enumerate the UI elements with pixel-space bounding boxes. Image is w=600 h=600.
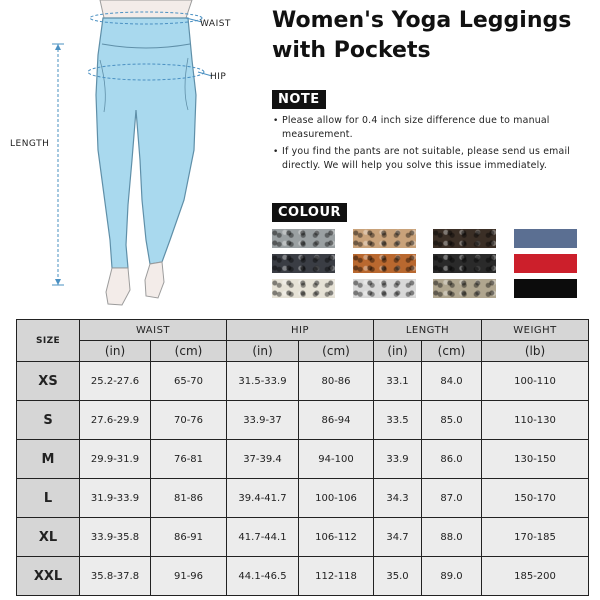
leggings-illustration [0,0,270,320]
value-cell: 80-86 [299,362,374,401]
value-cell: 33.9 [374,440,422,479]
value-cell: 31.9-33.9 [80,479,151,518]
table-row [17,362,589,401]
value-cell: 35.8-37.8 [80,557,151,596]
value-cell: 89.0 [422,557,482,596]
colour-swatches [272,229,582,297]
length-header: LENGTH [374,320,482,341]
size-cell: XL [17,518,80,557]
value-cell: 81-86 [151,479,227,518]
value-cell: 130-150 [482,440,589,479]
value-cell: 33.9-35.8 [80,518,151,557]
value-cell: 65-70 [151,362,227,401]
value-cell: 110-130 [482,401,589,440]
unit-header: (in) [227,341,299,362]
unit-header: (cm) [299,341,374,362]
value-cell: 85.0 [422,401,482,440]
bullet-icon: • [273,116,279,126]
swatch-leopard-dark[interactable] [433,229,496,248]
swatch-snake-grey[interactable] [272,229,335,248]
value-cell: 37-39.4 [227,440,299,479]
unit-header: (cm) [422,341,482,362]
value-cell: 86-94 [299,401,374,440]
table-row [17,401,589,440]
size-cell: L [17,479,80,518]
value-cell: 100-106 [299,479,374,518]
value-cell: 34.7 [374,518,422,557]
swatch-snake-khaki[interactable] [433,279,496,298]
swatch-leopard-tan[interactable] [353,229,416,248]
table-row [17,518,589,557]
value-cell: 91-96 [151,557,227,596]
swatch-leopard-black[interactable] [433,254,496,273]
size-cell: XS [17,362,80,401]
table-row [17,557,589,596]
swatch-red[interactable] [514,254,577,273]
value-cell: 112-118 [299,557,374,596]
value-cell: 106-112 [299,518,374,557]
value-cell: 35.0 [374,557,422,596]
value-cell: 86-91 [151,518,227,557]
waist-header: WAIST [80,320,227,341]
value-cell: 185-200 [482,557,589,596]
swatch-leopard-white[interactable] [353,279,416,298]
swatch-leopard-yellow[interactable] [272,279,335,298]
value-cell: 41.7-44.1 [227,518,299,557]
value-cell: 100-110 [482,362,589,401]
value-cell: 33.1 [374,362,422,401]
value-cell: 94-100 [299,440,374,479]
value-cell: 25.2-27.6 [80,362,151,401]
note-tag: NOTE [272,90,326,109]
unit-header: (lb) [482,341,589,362]
value-cell: 27.6-29.9 [80,401,151,440]
value-cell: 88.0 [422,518,482,557]
swatch-leopard-rust[interactable] [353,254,416,273]
value-cell: 76-81 [151,440,227,479]
value-cell: 44.1-46.5 [227,557,299,596]
unit-header: (in) [374,341,422,362]
size-header: SIZE [17,320,80,362]
product-title: Women's Yoga Leggings with Pockets [272,8,572,63]
value-cell: 150-170 [482,479,589,518]
value-cell: 33.5 [374,401,422,440]
value-cell: 70-76 [151,401,227,440]
size-cell: S [17,401,80,440]
value-cell: 34.3 [374,479,422,518]
value-cell: 170-185 [482,518,589,557]
table-row [17,479,589,518]
swatch-slate-blue[interactable] [514,229,577,248]
note-item: • If you find the pants are not suitable, please send us email directly. We will help you solve this issue immediately. [273,146,571,171]
size-cell: M [17,440,80,479]
size-chart-table [16,319,589,596]
table-row [17,440,589,479]
value-cell: 84.0 [422,362,482,401]
unit-header: (cm) [151,341,227,362]
value-cell: 86.0 [422,440,482,479]
leggings-figure [0,0,270,320]
note-item: • Please allow for 0.4 inch size difference due to manual measurement. [273,115,550,140]
swatch-black[interactable] [514,279,577,298]
value-cell: 31.5-33.9 [227,362,299,401]
length-label: LENGTH [10,139,50,149]
note-list [272,114,594,176]
value-cell: 39.4-41.7 [227,479,299,518]
hip-label: HIP [210,72,227,82]
value-cell: 87.0 [422,479,482,518]
hip-header: HIP [227,320,374,341]
bullet-icon: • [273,147,279,157]
colour-tag: COLOUR [272,203,347,222]
unit-header: (in) [80,341,151,362]
value-cell: 29.9-31.9 [80,440,151,479]
waist-label: WAIST [200,19,231,29]
size-cell: XXL [17,557,80,596]
weight-header: WEIGHT [482,320,589,341]
value-cell: 33.9-37 [227,401,299,440]
swatch-camo-dark-grey[interactable] [272,254,335,273]
